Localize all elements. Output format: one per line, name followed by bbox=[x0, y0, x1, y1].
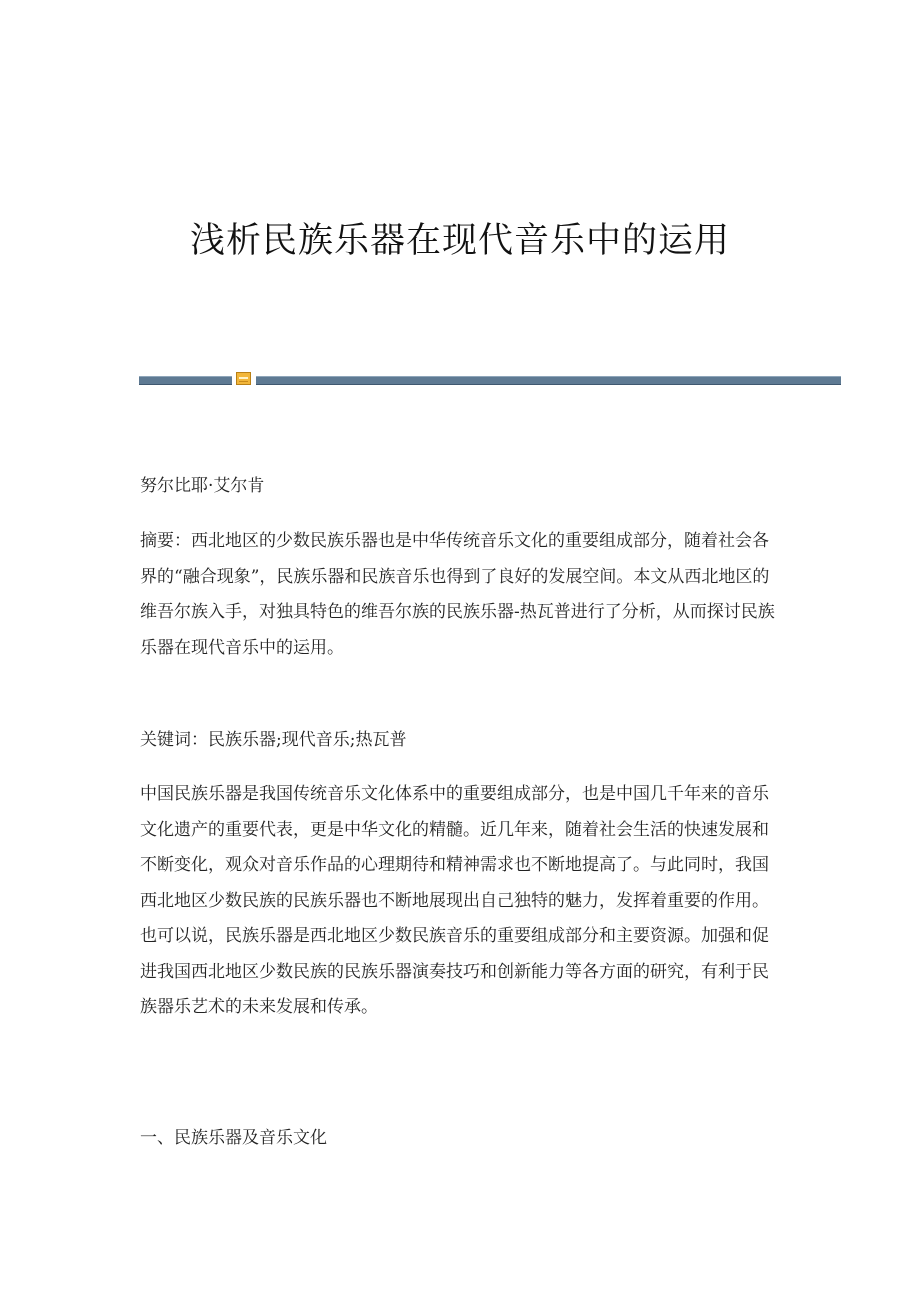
section-heading: 一、民族乐器及音乐文化 bbox=[140, 1128, 327, 1148]
author-name: 努尔比耶·艾尔肯 bbox=[140, 476, 265, 496]
abstract-paragraph: 摘要：西北地区的少数民族乐器也是中华传统音乐文化的重要组成部分，随着社会各界的“融合现象”，民族乐器和民族音乐也得到了良好的发展空间。本文从西北地区的维吾尔族入手，对独具特色的维吾尔族的民族乐器-热瓦普进行了分析，从而探讨民族乐器在现代音乐中的运用。 bbox=[140, 531, 775, 658]
document-title: 浅析民族乐器在现代音乐中的运用 bbox=[189, 221, 730, 261]
folded-paper-icon bbox=[236, 372, 251, 385]
body-paragraph: 中国民族乐器是我国传统音乐文化体系中的重要组成部分，也是中国几千年来的音乐文化遗产的重要代表，更是中华文化的精髓。近几年来，随着社会生活的快速发展和不断变化，观众对音乐作品的心理期待和精神需求也不断地提高了。与此同时，我国西北地区少数民族的民族乐器也不断地展现出自己独特的魅力，发挥着重要的作用。也可以说，民族乐器是西北地区少数民族音乐的重要组成部分和主要资源。加强和促进我国西北地区少数民族的民族乐器演奏技巧和创新能力等各方面的研究，有利于民族器乐艺术的未来发展和传承。 bbox=[140, 784, 769, 1017]
divider-bar-right bbox=[256, 376, 841, 385]
divider-bar-left bbox=[139, 376, 232, 385]
title-divider bbox=[139, 372, 841, 386]
keywords-line: 关键词：民族乐器;现代音乐;热瓦普 bbox=[140, 730, 407, 750]
